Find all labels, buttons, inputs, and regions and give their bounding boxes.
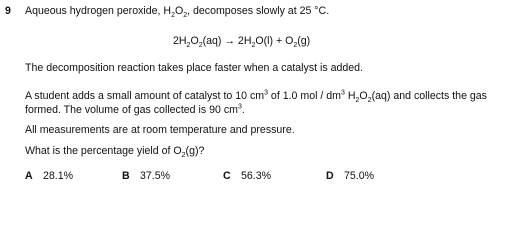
option-a[interactable]: [25, 170, 73, 183]
catalyst-statement: The decomposition reaction takes place faster when a catalyst is added.: [25, 62, 364, 74]
student-procedure: A student adds a small amount of catalyst to 10 $cm^3$ of 1.0 mol / $dm^3$ $H_2O_2(aq)$ and collects the gas: [25, 89, 487, 105]
option-letter: B: [122, 170, 130, 182]
option-d[interactable]: [326, 170, 374, 183]
question-prompt: What is the percentage yield of $O_2(g)$?: [25, 145, 205, 160]
option-value: 75.0%: [344, 170, 375, 182]
option-letter: C: [223, 170, 231, 182]
question-number: 9: [5, 5, 11, 17]
gas-volume-statement: formed. The volume of gas collected is 90 $cm^3$.: [25, 103, 245, 116]
conditions-statement: All measurements are at room temperature and pressure.: [25, 124, 295, 136]
option-letter: D: [326, 170, 334, 182]
option-letter: A: [25, 170, 33, 182]
question-intro: Aqueous hydrogen peroxide, $H_2O_2$, decomposes slowly at 25 °C.: [25, 5, 330, 20]
option-value: 56.3%: [241, 170, 272, 182]
option-value: 37.5%: [140, 170, 171, 182]
option-value: 28.1%: [43, 170, 74, 182]
option-b[interactable]: [122, 170, 170, 183]
chemical-equation: $2H_2O_2(aq) \to 2H_2O(l) + O_2(g)$: [173, 35, 311, 50]
option-c[interactable]: [223, 170, 271, 183]
